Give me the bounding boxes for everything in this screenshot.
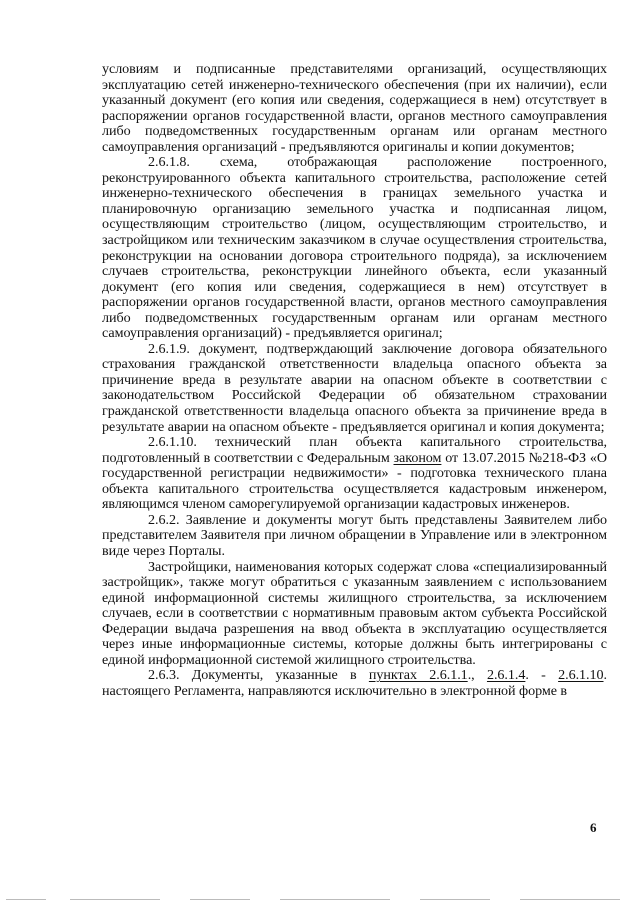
paragraph-text: . настоящего Регламента, направляются исключительно в электронной форме в bbox=[102, 667, 607, 699]
paragraph-2-6-1-9: 2.6.1.9. документ, подтверждающий заключение договора обязательного страхования гражданской ответственности владельца опасного объекта за причинение вреда в результате аварии на опасном объекте в соответствии с законодательством Российской Федерации об обязательном страховании гражданской ответственности владельца опасного объекта за причинение вреда в результате аварии на опасном объекте - предъявляется оригинал и копия документа; bbox=[102, 340, 607, 435]
paragraph-text: ., bbox=[467, 667, 487, 684]
paragraph-2-6-2: 2.6.2. Заявление и документы могут быть представлены Заявителем либо представителем Заявителя при личном обращении в Управление или в электронном виде через Порталы. bbox=[102, 511, 607, 559]
page-number: 6 bbox=[590, 820, 597, 835]
paragraph-text: . - bbox=[525, 667, 559, 684]
paragraph-2-6-1-8: 2.6.1.8. схема, отображающая расположение построенного, реконструированного объекта капитального строительства, расположение сетей инженерно-технического обеспечения в границах земельного участка и планировочную организацию земельного участка и подписанная лицом, осуществляющим строительство (лицом, осуществляющим строительство, и застройщиком или техническим заказчиком в случае осуществления строительства, реконструкции на основании договора строительного подряда), за исключением случаев строительства, реконструкции линейного объекта, если указанный документ (его копия или сведения, содержащиеся в нем) отсутствует в распоряжении органов государственной власти, органов местного самоуправления либо подведомственных государственным органам или органам местного самоуправления организаций) - предъявляется оригинал; bbox=[102, 154, 607, 342]
law-link[interactable]: законом bbox=[393, 449, 442, 466]
scan-edge-divider bbox=[0, 898, 640, 902]
paragraph-2-6-3 bbox=[102, 668, 607, 699]
paragraph-developers: Застройщики, наименования которых содержат слова «специализированный застройщик», также могут обратиться с указанным заявлением с использованием единой информационной системы жилищного строительства, за исключением случаев, если в соответствии с нормативным правовым актом субъекта Российской Федерации выдача разрешения на ввод объекта в эксплуатацию осуществляется через иные информационные системы, которые должны быть интегрированы с единой информационной системой жилищного строительства. bbox=[102, 558, 607, 668]
clause-link-2-6-1-4[interactable]: 2.6.1.4 bbox=[486, 667, 526, 684]
clause-link-2-6-1-10[interactable]: 2.6.1.10 bbox=[558, 667, 604, 684]
paragraph-text: 2.6.1.10. технический план объекта капитального строительства, подготовленный в соответствии с Федеральным bbox=[102, 434, 607, 466]
regulation-text bbox=[102, 62, 607, 699]
paragraph-continuation: условиям и подписанные представителями организаций, осуществляющих эксплуатацию сетей инженерно-технического обеспечения (при их наличии), если указанный документ (его копия или сведения, содержащиеся в нем) отсутствует в распоряжении органов государственной власти, органов местного самоуправления либо подведомственных государственным органам или органам местного самоуправления организаций - предъявляются оригиналы и копии документов; bbox=[102, 61, 607, 155]
clause-link-2-6-1-1[interactable]: пунктах 2.6.1.1 bbox=[368, 667, 468, 684]
paragraph-text: 2.6.3. Документы, указанные в bbox=[148, 667, 369, 684]
paragraph-2-6-1-10 bbox=[102, 435, 607, 513]
paragraph-text: от 13.07.2015 №218-ФЗ «О государственной регистрации недвижимости» - подготовка технического плана объекта капитального строительства осуществляется кадастровым инженером, являющимся членом саморегулируемой организации кадастровых инженеров. bbox=[102, 449, 607, 513]
